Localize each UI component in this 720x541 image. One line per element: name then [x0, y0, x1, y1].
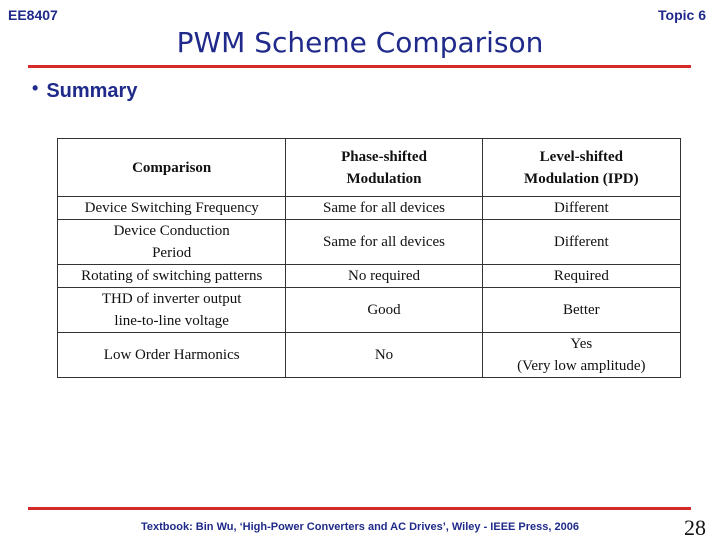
- table-header-row: [58, 139, 681, 197]
- bullet-summary: [32, 80, 137, 103]
- cell-text: Different: [553, 200, 609, 216]
- cell-text: Better: [563, 302, 600, 318]
- header-text: Comparison: [132, 159, 212, 176]
- cell-text: (Very low amplitude): [517, 358, 646, 374]
- cell-text: Period: [152, 245, 192, 261]
- cell-text: Rotating of switching patterns: [81, 268, 263, 284]
- header-level-shifted: [482, 139, 680, 197]
- cell-text: No: [374, 347, 394, 363]
- table-row: [58, 220, 681, 265]
- top-divider: [28, 65, 691, 68]
- cell-text: No required: [347, 268, 421, 284]
- level-shifted-cell: [482, 220, 680, 265]
- cell-text: line-to-line voltage: [114, 313, 229, 329]
- cell-text: Device Switching Frequency: [84, 200, 259, 216]
- row-label-cell: [58, 265, 286, 288]
- cell-text: Good: [367, 302, 401, 318]
- bullet-icon: •: [32, 78, 39, 98]
- header-text: Modulation: [346, 170, 422, 187]
- cell-text: Same for all devices: [322, 234, 446, 250]
- table-row: [58, 333, 681, 378]
- level-shifted-cell: [482, 197, 680, 220]
- table-row: [58, 288, 681, 333]
- table-row: [58, 265, 681, 288]
- cell-text: Low Order Harmonics: [103, 347, 240, 363]
- header-text: Level-shifted: [539, 148, 623, 165]
- topic-label: Topic 6: [658, 7, 706, 23]
- table-row: [58, 197, 681, 220]
- cell-text: Different: [553, 234, 609, 250]
- cell-text: Yes: [570, 336, 593, 352]
- row-label-cell: [58, 220, 286, 265]
- header-text: Phase-shifted: [341, 148, 427, 165]
- course-code: EE8407: [8, 7, 58, 23]
- level-shifted-cell: [482, 288, 680, 333]
- bottom-divider: [28, 507, 691, 510]
- phase-shifted-cell: [286, 288, 482, 333]
- cell-text: Required: [553, 268, 609, 284]
- phase-shifted-cell: [286, 197, 482, 220]
- phase-shifted-cell: [286, 265, 482, 288]
- page-number: 28: [684, 515, 706, 540]
- header-comparison: [58, 139, 286, 197]
- header-text: Modulation (IPD): [524, 170, 639, 187]
- level-shifted-cell: [482, 265, 680, 288]
- row-label-cell: [58, 333, 286, 378]
- level-shifted-cell: [482, 333, 680, 378]
- phase-shifted-cell: [286, 333, 482, 378]
- slide-title: PWM Scheme Comparison: [176, 26, 544, 59]
- comparison-table: [57, 138, 681, 378]
- phase-shifted-cell: [286, 220, 482, 265]
- cell-text: THD of inverter output: [101, 291, 242, 307]
- row-label-cell: [58, 197, 286, 220]
- header-phase-shifted: [286, 139, 482, 197]
- footer-citation: Textbook: Bin Wu, ‘High-Power Converters and AC Drives’, Wiley - IEEE Press, 2006: [141, 521, 579, 533]
- cell-text: Same for all devices: [322, 200, 446, 216]
- bullet-text: Summary: [46, 80, 138, 102]
- cell-text: Device Conduction: [113, 223, 230, 239]
- row-label-cell: [58, 288, 286, 333]
